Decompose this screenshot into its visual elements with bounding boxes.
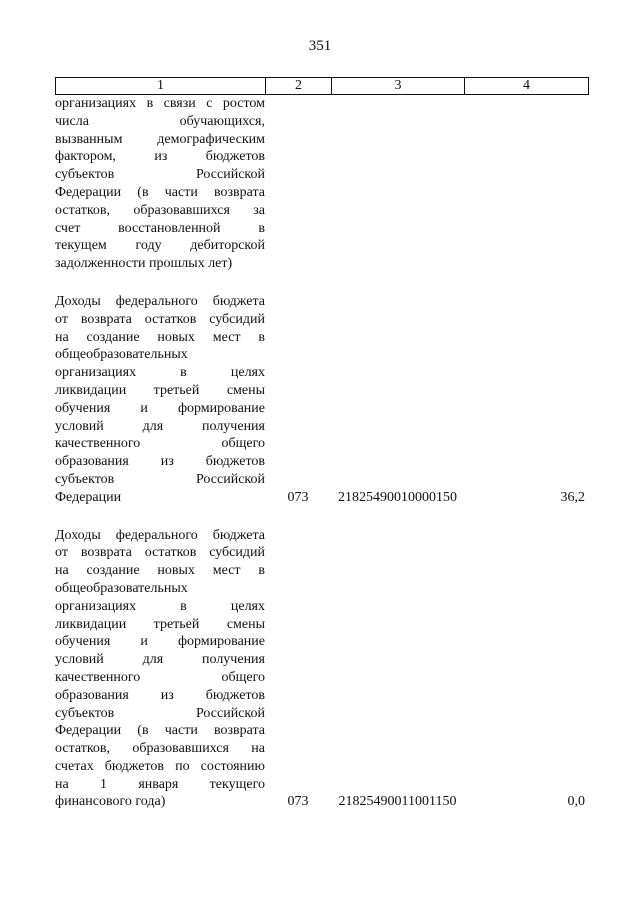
- description-line: на создание новых мест в: [55, 329, 265, 345]
- row-description: [55, 527, 265, 812]
- description-line: качественного общего: [55, 436, 265, 452]
- description-line: фактором, из бюджетов: [55, 149, 265, 165]
- description-line: вызванным демографическим: [55, 131, 265, 147]
- description-line: образования из бюджетов: [55, 687, 265, 703]
- row-description: [55, 293, 265, 507]
- amount-cell: 0,0: [567, 794, 585, 810]
- page-number: 351: [308, 38, 332, 54]
- description-line: организациях в целях: [55, 598, 265, 614]
- table-body: [55, 95, 589, 811]
- description-line: субъектов Российской: [55, 167, 265, 183]
- description-line: финансового года): [55, 794, 166, 810]
- description-line: текущем году дебиторской: [55, 238, 265, 254]
- description-line: на 1 января текущего: [55, 776, 265, 792]
- amount-cell: 36,2: [560, 489, 585, 505]
- column-header-1: 1: [56, 78, 266, 94]
- description-line: условий для получения: [55, 418, 265, 434]
- description-line: счет восстановленной в: [55, 220, 265, 236]
- description-line: ликвидации третьей смены: [55, 382, 265, 398]
- description-line: остатков, образовавшихся за: [55, 202, 265, 218]
- description-line: субъектов Российской: [55, 471, 265, 487]
- column-header-3: 3: [332, 78, 465, 94]
- admin-code-cell: 073: [287, 794, 309, 810]
- description-line: Федерации (в части возврата: [55, 184, 265, 200]
- column-header-2: 2: [266, 78, 332, 94]
- description-line: Федерации (в части возврата: [55, 723, 265, 739]
- description-line: общеобразовательных: [55, 580, 188, 596]
- description-line: условий для получения: [55, 652, 265, 668]
- admin-code-cell: 073: [287, 489, 309, 505]
- description-line: организациях в связи с ростом: [55, 96, 265, 111]
- description-line: качественного общего: [55, 669, 265, 685]
- table-row: [55, 293, 589, 507]
- description-line: субъектов Российской: [55, 705, 265, 721]
- description-line: от возврата остатков субсидий: [55, 311, 265, 327]
- description-line: на создание новых мест в: [55, 563, 265, 579]
- description-line: обучения и формирование: [55, 634, 265, 650]
- description-line: ликвидации третьей смены: [55, 616, 265, 632]
- description-line: от возврата остатков субсидий: [55, 545, 265, 561]
- table-row: [55, 527, 589, 812]
- description-line: остатков, образовавшихся на: [55, 741, 265, 757]
- table-header-row: [55, 77, 589, 95]
- budget-code-cell: 21825490011001150: [338, 794, 457, 810]
- description-line: числа обучающихся,: [55, 113, 265, 129]
- table-row: [55, 95, 589, 273]
- description-line: счетах бюджетов по состоянию: [55, 758, 265, 774]
- description-line: Федерации: [55, 489, 122, 505]
- description-line: задолженности прошлых лет): [55, 256, 233, 272]
- description-line: общеобразовательных: [55, 347, 188, 363]
- description-line: Доходы федерального бюджета: [55, 293, 265, 309]
- description-line: образования из бюджетов: [55, 454, 265, 470]
- row-description: [55, 95, 265, 273]
- column-header-4: 4: [523, 78, 530, 93]
- description-line: организациях в целях: [55, 365, 265, 381]
- description-line: Доходы федерального бюджета: [55, 527, 265, 543]
- description-line: обучения и формирование: [55, 400, 265, 416]
- budget-code-cell: 21825490010000150: [338, 489, 457, 505]
